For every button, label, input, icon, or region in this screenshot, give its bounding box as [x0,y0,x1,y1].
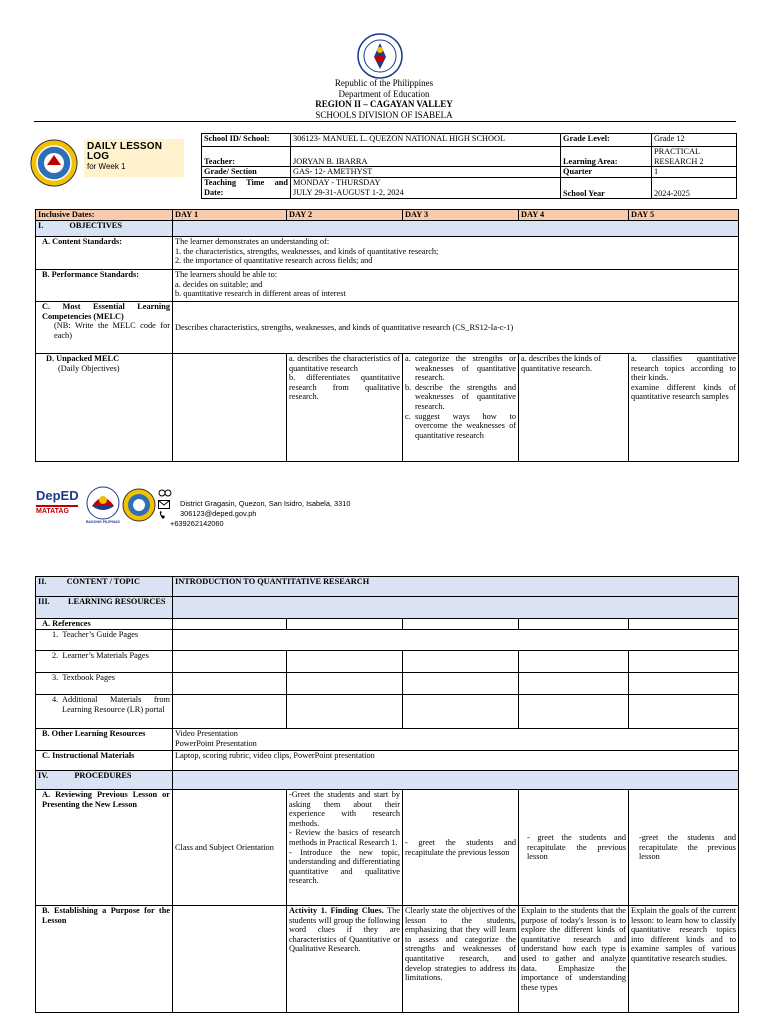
unpacked-day1 [173,354,287,462]
learning-area-label: Learning Area: [561,147,652,167]
grade-level-label: Grade Level: [561,134,652,147]
procedures-title: PROCEDURES [74,771,132,780]
unpacked-day2 [287,354,403,462]
melc-label [36,302,173,354]
unpacked-day4: a. describes the kinds of quantitative research. [519,354,629,462]
school-seal-logo [30,139,78,187]
school-seal-footer-logo [122,488,156,522]
unpacked-day5 [629,354,739,462]
additional-materials-cell [629,695,739,729]
teaching-days: MONDAY - THURSDAY [293,178,381,188]
reviewing-day3: - greet the students and recapitulate the previous lesson [403,790,519,906]
inclusive-dates-label: Inclusive Dates: [36,210,173,221]
header-region: REGION II – CAGAYAN VALLEY [315,99,453,109]
reviewing-day2-line: -Greet the students and start by asking them about their experience with research methods. [289,790,400,828]
learning-resources-title: LEARNING RESOURCES [68,597,166,606]
header-divider [34,121,736,122]
reviewing-day4: - greet the students and recapitulate the previous lesson [519,790,629,906]
objectives-title: OBJECTIVES [69,221,122,230]
content-topic-value: INTRODUCTION TO QUANTITATIVE RESEARCH [173,577,739,597]
phone-icon [158,510,168,520]
references-cell [403,619,519,630]
reviewing-lesson-label: A. Reviewing Previous Lesson or Presenting the New Lesson [36,790,173,906]
content-topic-label [36,577,173,597]
grade-level-value: Grade 12 [652,134,737,147]
textbook-pages-label: 3. Textbook Pages [36,673,173,695]
content-standards-line: 1. the characteristics, strengths, weaknesses, and kinds of quantitative research; [175,246,439,256]
quarter-label: Quarter [561,167,652,178]
header-department: Department of Education [338,89,430,99]
teaching-dates: JULY 29-31-AUGUST 1-2, 2024 [293,187,404,197]
unpacked-day3: a. categorize the strengths or weaknesses of quantitative research. b. describe the strengths and weaknesses of quantitative research. c. suggest ways how to overcome the weaknesses of quantitative research [403,354,519,462]
reviewing-day2-line: - Review the basics of research methods in Practical Research 1. [289,828,400,847]
learning-resources-heading [36,597,173,619]
content-standards-line: 2. the importance of quantitative research across fields; and [175,256,373,266]
textbook-pages-cell [173,673,287,695]
textbook-pages-cell [519,673,629,695]
references-label: A. References [36,619,173,630]
matatag-wordmark: MATATAG [36,505,78,517]
establishing-purpose-label: B. Establishing a Purpose for the Lesson [36,906,173,1013]
procedures-heading [36,771,173,790]
day2-header: DAY 2 [287,210,403,221]
references-cell [287,619,403,630]
learners-materials-cell [629,651,739,673]
other-resources-label: B. Other Learning Resources [36,729,173,751]
reviewing-day2 [287,790,403,906]
section-label: Grade/ Section [202,167,291,178]
day1-header: DAY 1 [173,210,287,221]
quarter-value: 1 [652,167,737,178]
reviewing-day2-line: - Introduce the new topic, understanding and differentiating quantitative and qualitative research. [289,847,400,886]
melc-title: C. Most Essential Learning Competencies (MELC) [42,302,170,321]
content-standards-label: A. Content Standards: [36,237,173,270]
footer-email: 306123@deped.gov.ph [180,509,257,518]
day3-header: DAY 3 [403,210,519,221]
additional-materials-text: Additional Materials from Learning Resource (LR) portal [62,695,170,714]
establishing-day2 [287,906,403,1013]
performance-standards-line: b. quantitative research in different areas of interest [175,289,346,299]
unpacked-melc-sub: (Daily Objectives) [58,363,120,373]
learning-resources-num: III. [38,597,50,606]
teaching-time-value [291,178,561,199]
content-standards-value [173,237,739,270]
reviewing-day5: -greet the students and recapitulate the previous lesson [629,790,739,906]
learners-materials-cell [173,651,287,673]
textbook-pages-cell [629,673,739,695]
learners-materials-cell [287,651,403,673]
instructional-materials-value: Laptop, scoring rubric, video clips, PowerPoint presentation [173,751,739,771]
unpacked-day3-a: categorize the strengths or weaknesses of quantitative research. [415,354,516,383]
teacher-value: JORYAN B. IBARRA [291,147,561,167]
header-division: SCHOOLS DIVISION OF ISABELA [315,110,453,120]
learners-materials-cell [519,651,629,673]
other-resource-item: PowerPoint Presentation [175,738,257,748]
teachers-guide-cell [173,630,739,651]
learning-area-value: PRACTICAL RESEARCH 2 [652,147,737,167]
additional-materials-cell [403,695,519,729]
procedures-table [35,576,739,1013]
performance-standards-value [173,270,739,302]
unpacked-day5-b: examine different kinds of quantitative research samples [631,382,736,402]
content-topic-title: CONTENT / TOPIC [66,577,140,586]
day5-header: DAY 5 [629,210,739,221]
unpacked-day5-a: a. classifies quantitative research topics according to their kinds. [631,354,736,383]
melc-note: (NB: Write the MELC code for each) [54,321,170,340]
objectives-num: I. [38,221,44,230]
objectives-table [35,209,739,462]
content-standards-line: The learner demonstrates an understanding of: [175,237,330,246]
learners-materials-cell [403,651,519,673]
learners-materials-text: Learner’s Materials Pages [62,651,149,660]
footer-phone: +639262142060 [170,519,224,528]
procedures-num: IV. [38,771,49,780]
unpacked-day3-c: suggest ways how to overcome the weaknesses of quantitative research [415,411,516,440]
daily-lesson-log-box [84,139,184,177]
teachers-guide-text: Teacher’s Guide Pages [62,630,139,639]
unpacked-melc-label [36,354,173,462]
bagong-pilipinas-text: BAGONG PILIPINAS [86,520,120,524]
additional-materials-cell [519,695,629,729]
deped-wordmark: DepED [36,488,79,503]
instructional-materials-label: C. Instructional Materials [36,751,173,771]
learning-resources-fill [173,597,739,619]
procedures-heading-fill [173,771,739,790]
unpacked-day2-a: a. describes the characteristics of quantitative research [289,354,400,373]
teachers-guide-label: 1. Teacher’s Guide Pages [36,630,173,651]
deped-matatag-logo [36,489,78,523]
dll-title: DAILY LESSON LOG [87,141,163,162]
additional-materials-label: 4. Additional Materials from Learning Resource (LR) portal [36,695,173,729]
objectives-heading-fill [173,221,739,237]
learners-materials-label: 2. Learner’s Materials Pages [36,651,173,673]
location-icon [158,489,172,499]
content-topic-num: II. [38,577,47,586]
reviewing-day1: Class and Subject Orientation [173,790,287,906]
performance-standards-line: The learners should be able to: [175,270,278,279]
establishing-day1 [173,906,287,1013]
school-value: 306123- MANUEL L. QUEZON NATIONAL HIGH SCHOOL [291,134,561,147]
melc-value: Describes characteristics, strengths, weaknesses, and kinds of quantitative research (CS_RS12-Ia-c-1) [173,302,739,354]
unpacked-melc-title: D. Unpacked MELC [46,354,120,363]
establishing-day5: Explain the goals of the current lesson: to learn how to classify quantitative research topics into different kinds and to examine samples of various quantitative research studies. [629,906,739,1013]
references-cell [629,619,739,630]
info-table [201,133,737,199]
dll-week: for Week 1 [87,162,126,171]
school-year-label: School Year [561,178,652,199]
bagong-pilipinas-logo [86,486,120,520]
performance-standards-line: a. decides on suitable; and [175,279,263,289]
other-resource-item: Video Presentation [175,729,238,738]
header-republic: Republic of the Philippines [334,78,434,88]
teaching-time-label: Teaching Time and Date: [202,178,291,199]
unpacked-day3-b: describe the strengths and weaknesses of quantitative research. [415,382,516,411]
performance-standards-label: B. Performance Standards: [36,270,173,302]
unpacked-day2-b: b. differentiates quantitative research from qualitative research. [289,373,400,402]
textbook-pages-text: Textbook Pages [62,673,116,682]
deped-seal-logo [357,33,403,79]
additional-materials-cell [287,695,403,729]
school-year-value: 2024-2025 [652,178,737,199]
other-resources-value [173,729,739,751]
day4-header: DAY 4 [519,210,629,221]
objectives-heading [36,221,173,237]
textbook-pages-cell [287,673,403,695]
activity-title: Activity 1. Finding Clues. [289,906,384,915]
footer-address: District Gragasin, Quezon, San Isidro, Isabela, 3310 [180,499,351,508]
references-cell [173,619,287,630]
school-label: School ID/ School: [202,134,291,147]
textbook-pages-cell [403,673,519,695]
establishing-day3: Clearly state the objectives of the lesson to the students, emphasizing that they will learn to assess and categorize the strengths and weaknesses of quantitative research, and develop strategies to address its limitations. [403,906,519,1013]
additional-materials-cell [173,695,287,729]
section-value: GAS- 12- AMETHYST [291,167,561,178]
establishing-day4: Explain to the students that the purpose of today's lesson is to explore the different kinds of quantitative research and understand how each type is used to gather and analyze data. Emphasize the importance of understanding these types [519,906,629,1013]
email-icon [158,500,170,509]
activity-text: The students will group the following word clues if they are characteristics of Quantitative or Qualitative Research. [289,906,400,954]
references-cell [519,619,629,630]
teacher-label: Teacher: [202,147,291,167]
